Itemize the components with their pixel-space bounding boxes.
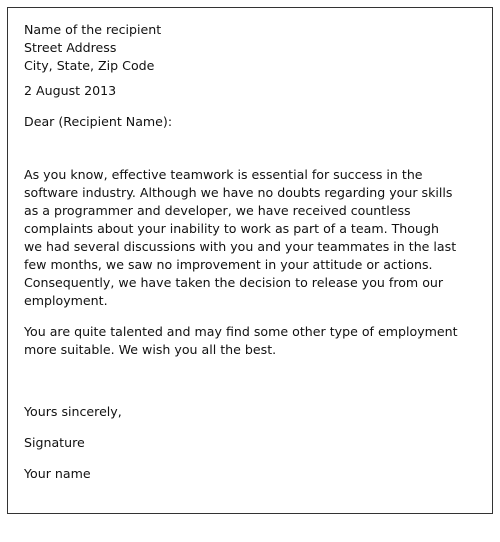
city-state-zip: City, State, Zip Code bbox=[24, 58, 155, 73]
body-paragraph-1 bbox=[24, 166, 484, 310]
paragraph-line: more suitable. We wish you all the best. bbox=[24, 342, 277, 357]
sender-name: Your name bbox=[24, 466, 91, 481]
paragraph-line: software industry. Although we have no doubts regarding your skills bbox=[24, 185, 453, 200]
signature: Signature bbox=[24, 435, 85, 450]
street-address: Street Address bbox=[24, 40, 117, 55]
paragraph-line: Consequently, we have taken the decision to release you from our bbox=[24, 275, 444, 290]
paragraph-line: we had several discussions with you and your teammates in the last bbox=[24, 239, 457, 254]
salutation: Dear (Recipient Name): bbox=[24, 114, 173, 129]
letter-page bbox=[7, 7, 493, 514]
closing: Yours sincerely, bbox=[24, 404, 122, 419]
letter-date: 2 August 2013 bbox=[24, 83, 117, 98]
paragraph-line: You are quite talented and may find some other type of employment bbox=[24, 324, 458, 339]
paragraph-line: few months, we saw no improvement in your attitude or actions. bbox=[24, 257, 433, 272]
paragraph-line: employment. bbox=[24, 293, 108, 308]
paragraph-line: complaints about your inability to work as part of a team. Though bbox=[24, 221, 439, 236]
body-paragraph-2 bbox=[24, 323, 484, 359]
paragraph-line: As you know, effective teamwork is essential for success in the bbox=[24, 167, 423, 182]
paragraph-line: as a programmer and developer, we have received countless bbox=[24, 203, 411, 218]
recipient-name: Name of the recipient bbox=[24, 22, 162, 37]
